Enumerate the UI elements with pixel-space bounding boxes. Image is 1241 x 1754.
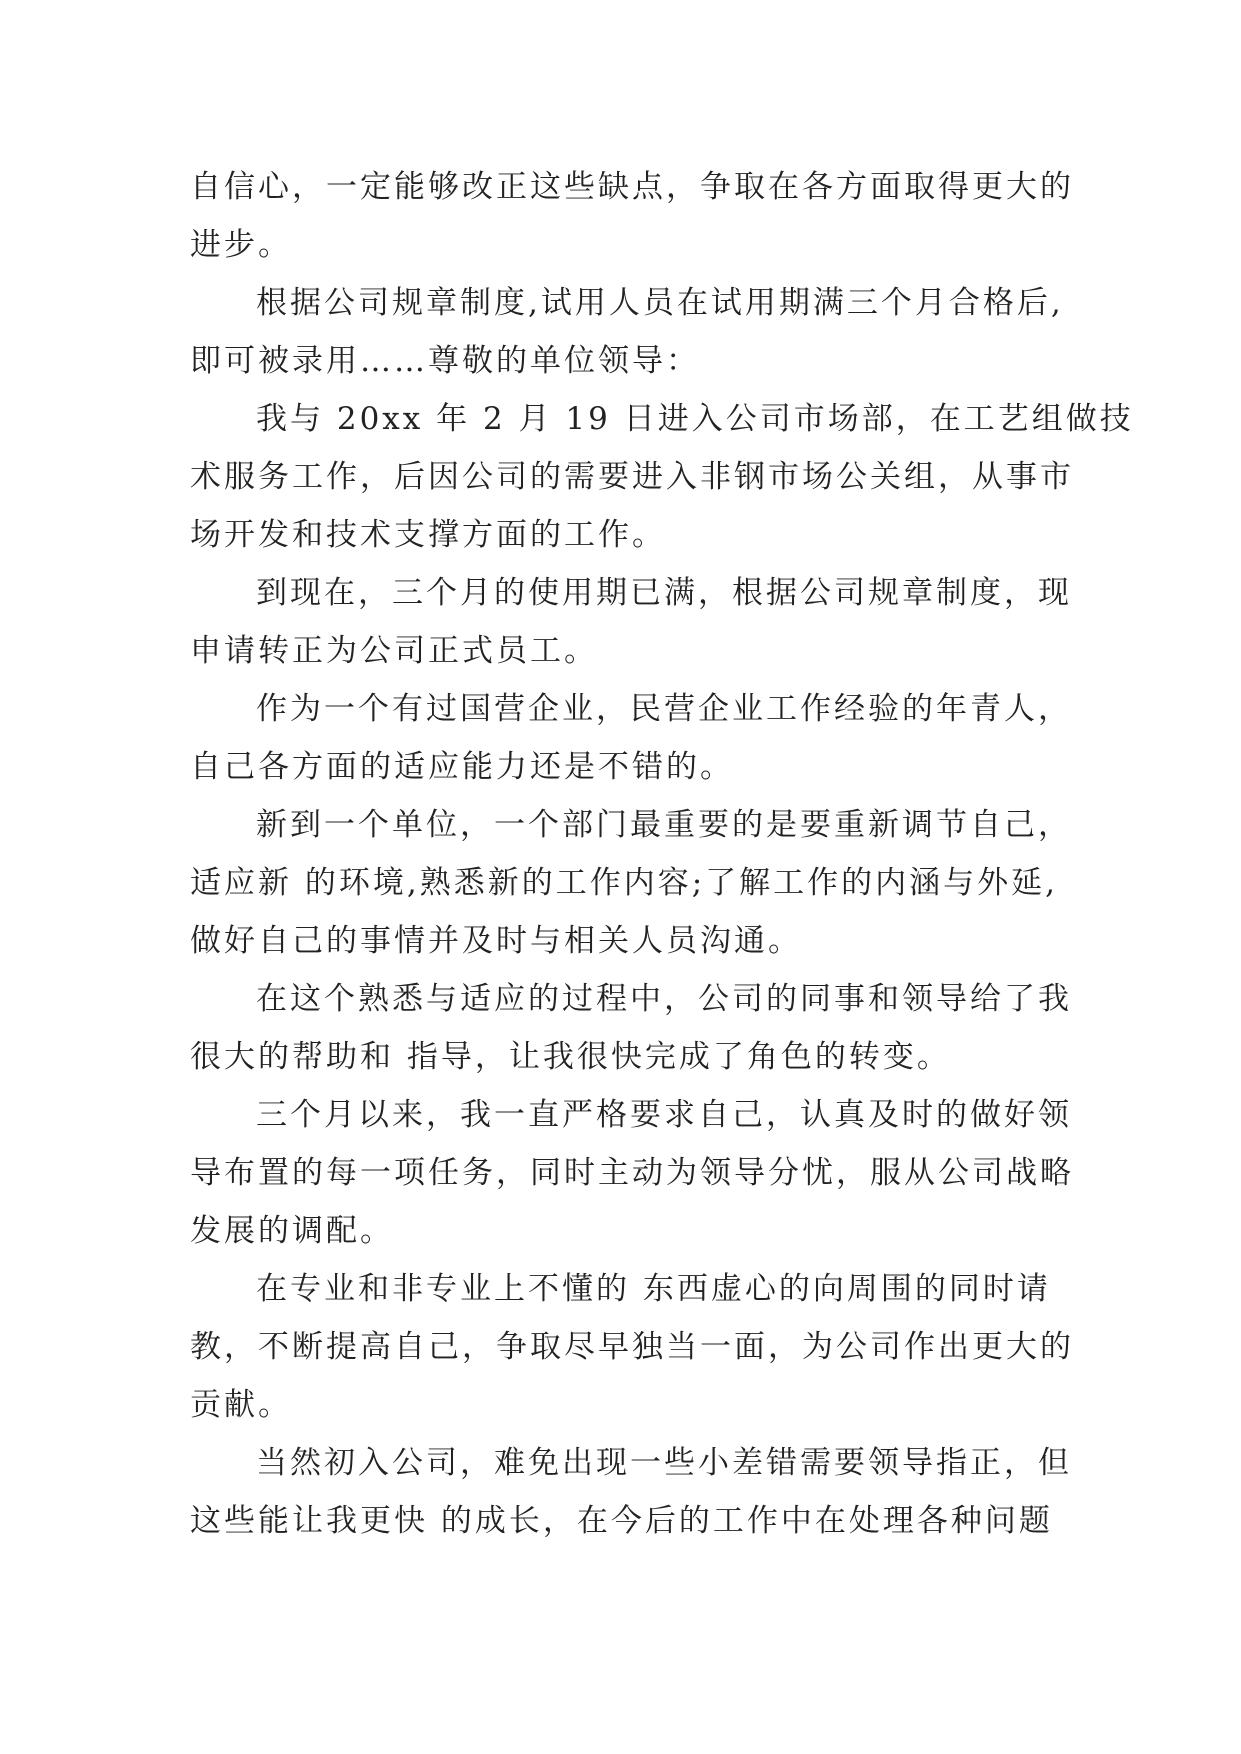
- text-line: 适应新 的环境,熟悉新的工作内容;了解工作的内涵与外延,: [190, 865, 1059, 901]
- text-line: 自信心，一定能够改正这些缺点，争取在各方面取得更大的: [190, 169, 1074, 205]
- text-line: 自己各方面的适应能力还是不错的。: [190, 749, 734, 785]
- text-line: 导布置的每一项任务，同时主动为领导分忧，服从公司战略: [190, 1155, 1074, 1191]
- text-line: 教，不断提高自己，争取尽早独当一面，为公司作出更大的: [190, 1329, 1074, 1365]
- text-line: 新到一个单位，一个部门最重要的是要重新调节自己，: [256, 807, 1072, 843]
- text-line: 很大的帮助和 指导，让我很快完成了角色的转变。: [190, 1039, 951, 1075]
- text-line: 在这个熟悉与适应的过程中，公司的同事和领导给了我: [256, 981, 1072, 1017]
- document-body: [190, 158, 1134, 1550]
- text-line: 当然初入公司，难免出现一些小差错需要领导指正，但: [256, 1445, 1072, 1481]
- text-line: 即可被录用……尊敬的单位领导：: [190, 343, 700, 379]
- text-line: 申请转正为公司正式员工。: [190, 633, 598, 669]
- text-line: 发展的调配。: [190, 1213, 394, 1249]
- text-line: 三个月以来，我一直严格要求自己，认真及时的做好领: [256, 1097, 1072, 1133]
- text-line: 我与 20xx 年 2 月 19 日进入公司市场部，在工艺组做技: [256, 401, 1134, 437]
- text-line: 这些能让我更快 的成长，在今后的工作中在处理各种问题: [190, 1503, 1053, 1539]
- text-line: 场开发和技术支撑方面的工作。: [190, 517, 666, 553]
- text-line: 术服务工作，后因公司的需要进入非钢市场公关组，从事市: [190, 459, 1074, 495]
- text-line: 作为一个有过国营企业，民营企业工作经验的年青人，: [256, 691, 1072, 727]
- text-line: 到现在，三个月的使用期已满，根据公司规章制度，现: [256, 575, 1072, 611]
- text-line: 根据公司规章制度,试用人员在试用期满三个月合格后,: [256, 285, 1064, 321]
- text-line: 做好自己的事情并及时与相关人员沟通。: [190, 923, 802, 959]
- text-line: 贡献。: [190, 1387, 292, 1423]
- text-line: 在专业和非专业上不懂的 东西虚心的向周围的同时请: [256, 1271, 1051, 1307]
- text-line: 进步。: [190, 227, 292, 263]
